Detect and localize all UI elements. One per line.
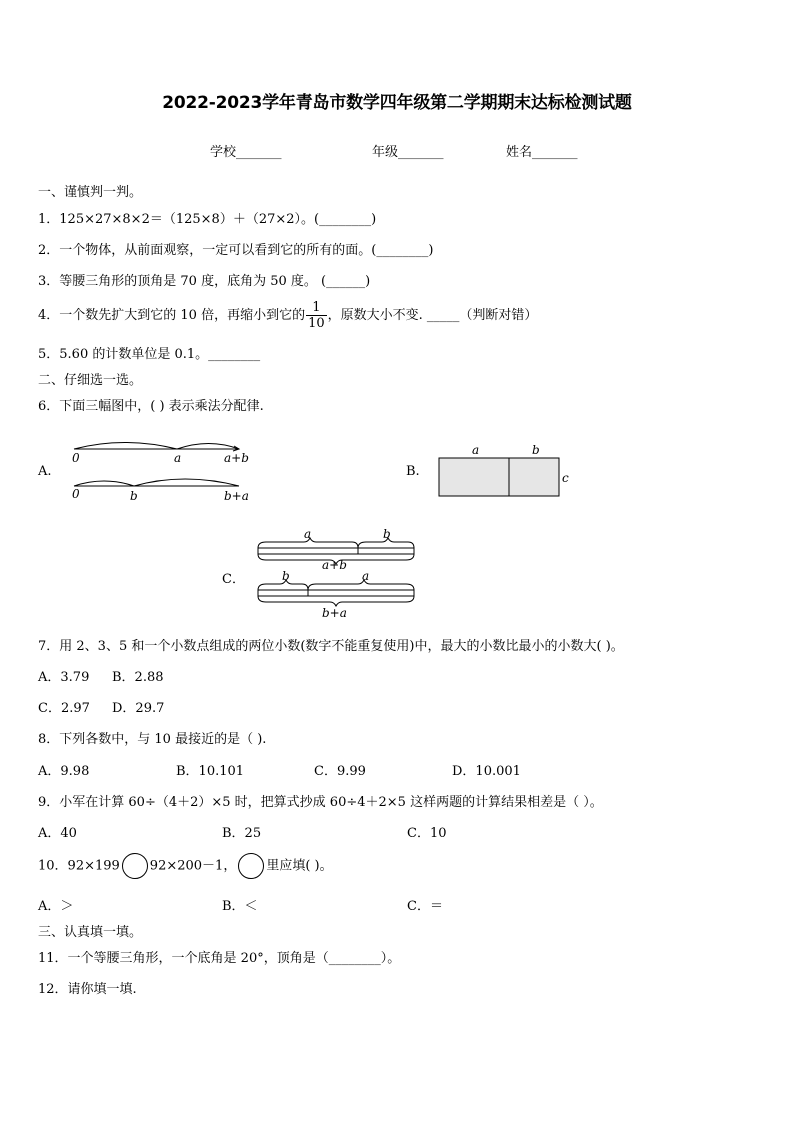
q10-option-c: C．＝ [407, 899, 443, 914]
section-2-heading: 二、仔细选一选。 [38, 373, 143, 388]
q10-option-a: A．＞ [38, 899, 74, 914]
question-9: 9．小军在计算 60÷（4＋2）×5 时，把算式抄成 60÷4＋2×5 这样两题的计算结果相差是（ ）。 [38, 795, 603, 810]
question-4 [38, 300, 537, 331]
zero-label-2: 0 [72, 487, 80, 501]
question-4-text-after: ，原数大小不变. _____（判断对错） [327, 308, 538, 323]
fraction-one-tenth [306, 300, 327, 331]
q8-option-c: C．9.99 [314, 764, 366, 779]
q6-option-b-label: B. [406, 464, 420, 479]
q10-text-a: 10．92×199 [38, 858, 120, 874]
label-a-plus-b: a+b [224, 451, 249, 465]
rect-label-c: c [562, 471, 569, 485]
rect-label-a: a [472, 443, 480, 457]
segment-figure-c [252, 526, 422, 621]
q9-option-a: A．40 [38, 826, 77, 841]
page-title: 2022-2023学年青岛市数学四年级第二学期期末达标检测试题 [162, 93, 632, 113]
question-4-text-before: 4．一个数先扩大到它的 10 倍，再缩小到它的 [38, 308, 306, 323]
question-10 [38, 853, 333, 879]
q8-option-a: A．9.98 [38, 764, 90, 779]
q7-option-c: C．2.97 [38, 701, 90, 716]
zero-label: 0 [72, 451, 80, 465]
seg-label-b: b [383, 527, 391, 541]
question-11: 11．一个等腰三角形，一个底角是 20°，顶角是（________）。 [38, 951, 401, 966]
section-3-heading: 三、认真填一填。 [38, 925, 143, 940]
question-6: 6．下面三幅图中，( ) 表示乘法分配律. [38, 399, 264, 414]
seg-label-b-2: b [282, 569, 290, 583]
seg-label-a-plus-b: a+b [322, 558, 347, 572]
q7-option-b: B．2.88 [112, 670, 164, 685]
school-field: 学校_______ [210, 145, 282, 160]
q10-option-b: B．＜ [222, 899, 258, 914]
fraction-denominator: 10 [308, 316, 325, 331]
q7-option-a: A．3.79 [38, 670, 90, 685]
q9-option-c: C．10 [407, 826, 447, 841]
seg-label-b-plus-a: b+a [322, 606, 347, 620]
grade-field: 年级_______ [372, 145, 444, 160]
q10-text-c: 里应填( )。 [266, 858, 333, 874]
q8-option-d: D．10.001 [452, 764, 521, 779]
label-b-plus-a: b+a [224, 489, 249, 503]
name-field: 姓名_______ [506, 145, 578, 160]
label-a: a [174, 451, 182, 465]
number-line-figure-a [64, 434, 264, 504]
rectangle-area-figure-b [436, 443, 576, 501]
question-2: 2．一个物体，从前面观察，一定可以看到它的所有的面。(________) [38, 243, 434, 258]
question-7: 7．用 2、3、5 和一个小数点组成的两位小数(数字不能重复使用)中，最大的小数比最小的小数大( )。 [38, 639, 624, 654]
rect-label-b: b [532, 443, 540, 457]
section-1-heading: 一、谨慎判一判。 [38, 185, 143, 200]
q9-option-b: B．25 [222, 826, 262, 841]
question-8: 8．下列各数中，与 10 最接近的是（ ). [38, 732, 267, 747]
q8-option-b: B．10.101 [176, 764, 245, 779]
question-5: 5．5.60 的计数单位是 0.1。________ [38, 347, 261, 362]
seg-label-a-2: a [362, 569, 370, 583]
comparison-circle-blank [122, 853, 148, 879]
q7-option-d: D．29.7 [112, 701, 165, 716]
question-12: 12．请你填一填. [38, 982, 137, 997]
label-b: b [130, 489, 138, 503]
question-1: 1．125×27×8×2＝（125×8）＋（27×2）。(________) [38, 212, 377, 227]
comparison-circle-icon [238, 853, 264, 879]
q6-option-a-label: A. [38, 464, 52, 479]
q6-option-c-label: C． [222, 572, 245, 587]
fraction-numerator: 1 [306, 300, 327, 316]
q10-text-b: 92×200－1， [149, 858, 237, 874]
seg-label-a: a [304, 527, 312, 541]
question-3: 3．等腰三角形的顶角是 70 度，底角为 50 度。 (______) [38, 274, 371, 289]
